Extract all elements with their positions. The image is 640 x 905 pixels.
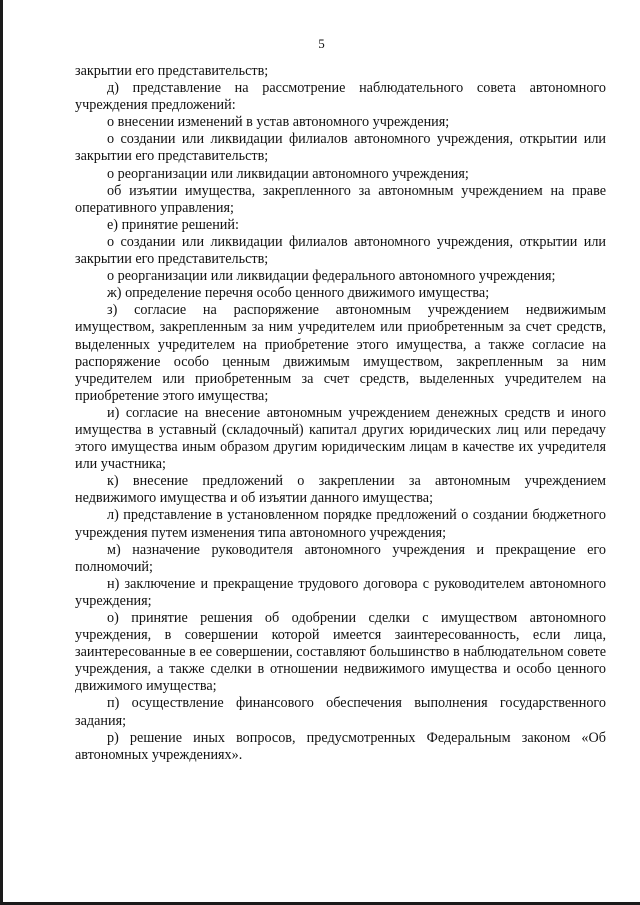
paragraph: п) осуществление финансового обеспечения выполнения государственного задания; bbox=[75, 695, 606, 729]
paragraph: р) решение иных вопросов, предусмотренных Федеральным законом «Об автономных учреждениях». bbox=[75, 729, 606, 763]
paragraph: к) внесение предложений о закреплении за автономным учреждением недвижимого имущества и об изъятии данного имущества; bbox=[75, 473, 606, 507]
paragraph: ж) определение перечня особо ценного движимого имущества; bbox=[107, 285, 490, 302]
paragraph: о создании или ликвидации филиалов автономного учреждения, открытии или закрытии его представительств; bbox=[75, 131, 606, 165]
paragraph: н) заключение и прекращение трудового договора с руководителем автономного учреждения; bbox=[75, 575, 606, 609]
paragraph: об изъятии имущества, закрепленного за автономным учреждением на праве оперативного управления; bbox=[75, 182, 606, 216]
paragraph: о реорганизации или ликвидации федерального автономного учреждения; bbox=[107, 268, 556, 285]
document-body bbox=[75, 63, 606, 764]
paragraph: о создании или ликвидации филиалов автономного учреждения, открытии или закрытии его представительств; bbox=[75, 233, 606, 268]
paragraph: о внесении изменений в устав автономного учреждения; bbox=[107, 114, 450, 131]
page-number: 5 bbox=[318, 36, 325, 51]
paragraph: е) принятие решений: bbox=[107, 216, 239, 233]
paragraph: д) представление на рассмотрение наблюдательного совета автономного учреждения предложений: bbox=[75, 80, 606, 114]
paragraph: о) принятие решения об одобрении сделки с имуществом автономного учреждения, в совершении которой имеется заинтересованность, если лица, заинтересованные в ее совершении, составляют большинство в наблюдательном совете учреждения, а также сделки в отношении недвижимого имущества и особо ценного движимого имущества; bbox=[75, 610, 606, 695]
paragraph: м) назначение руководителя автономного учреждения и прекращение его полномочий; bbox=[75, 541, 606, 575]
paragraph: з) согласие на распоряжение автономным учреждением недвижимым имуществом, закрепленным за ним учредителем или приобретенным за счет средств, выделенных учредителем на приобретение этого имущества, а также согласие на распоряжение особо ценным движимым имуществом, закрепленным за ним учредителем или приобретенным за счет средств, выделенных учредителем на приобретение этого имущества; bbox=[75, 302, 606, 404]
paragraph: о реорганизации или ликвидации автономного учреждения; bbox=[107, 165, 469, 182]
paragraph: л) представление в установленном порядке предложений о создании бюджетного учреждения путем изменения типа автономного учреждения; bbox=[75, 507, 606, 541]
paragraph: закрытии его представительств; bbox=[75, 63, 269, 79]
paragraph: и) согласие на внесение автономным учреждением денежных средств и иного имущества в уставный (складочный) капитал других юридических лиц или передачу этого имущества иным образом другим юридическим лицам в качестве их учредителя или участника; bbox=[75, 404, 606, 473]
